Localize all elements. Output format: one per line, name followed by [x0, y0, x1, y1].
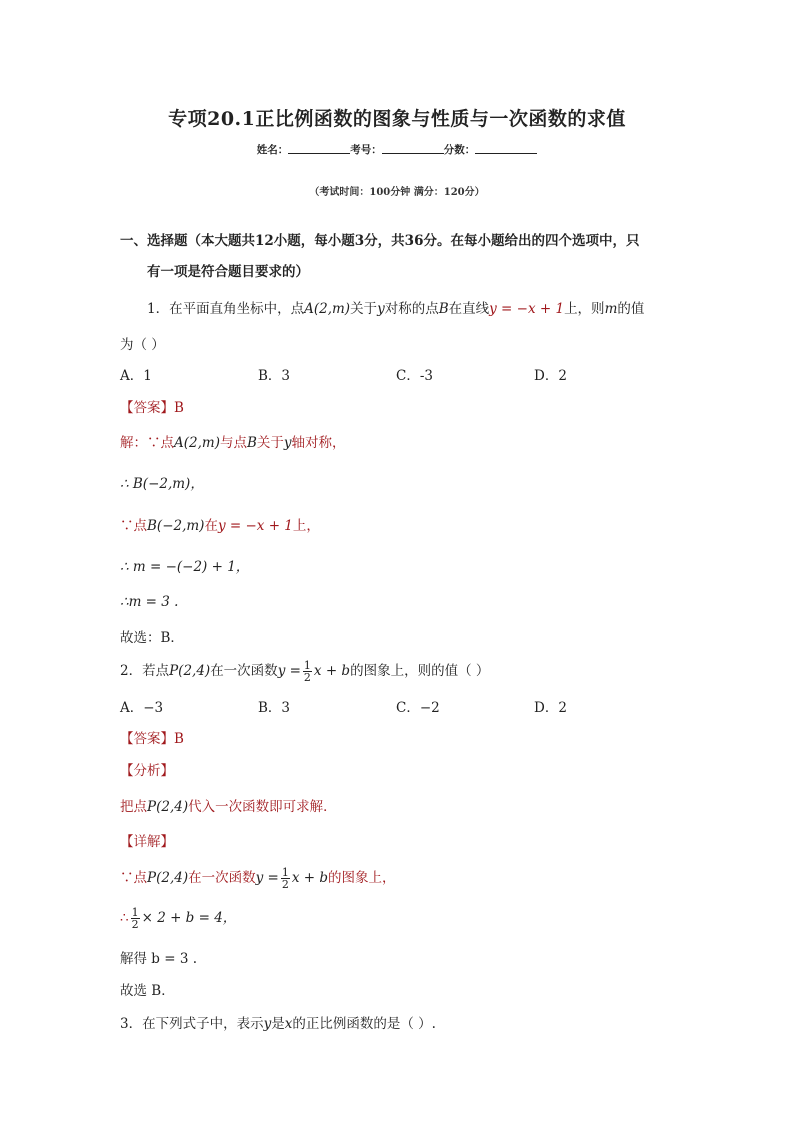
score-label: 分数：	[443, 144, 476, 156]
q1-point-b: B	[438, 301, 449, 317]
q1-answer: 【答案】B	[120, 400, 184, 416]
q2-det-text: ∴	[120, 910, 129, 926]
q2-det-eq-rest: x + b	[291, 870, 328, 886]
q1-sol-text: ∵点	[120, 518, 147, 534]
q2-det-frac-den: 2	[281, 878, 289, 891]
q1-sol-eq: y = −x + 1	[217, 518, 293, 534]
q1-line-eq: y = −x + 1	[489, 301, 565, 317]
q2-text: 的图象上，则的值（ ）	[350, 663, 490, 679]
q1-sol-text: 与点	[219, 435, 247, 451]
q1-sol-point-a: A(2,m)	[174, 435, 220, 451]
q1-sol-var-y: y	[283, 435, 292, 451]
name-label: 姓名：	[256, 144, 289, 156]
q2-frac-num: 1	[303, 659, 311, 672]
q2-text: 在一次函数	[210, 663, 278, 679]
q2-fraction	[303, 660, 312, 683]
q1-option-a: A．1	[120, 368, 152, 384]
q2-det2-rest: × 2 + b = 4，	[141, 910, 237, 926]
q1-var-y: y	[377, 301, 385, 317]
student-info-line	[0, 142, 794, 157]
q2-option-d: D．2	[534, 700, 567, 716]
q2-analysis-label: 【分析】	[120, 763, 174, 779]
q1-stem-cont: 为（ ）	[120, 337, 165, 353]
q2-det-frac-num: 1	[281, 866, 289, 879]
q3-stem	[120, 1012, 436, 1032]
q3-text: 的正比例函数的是（ ）.	[292, 1016, 436, 1032]
page-title: 专项20.1正比例函数的图象与性质与一次函数的求值	[168, 108, 626, 130]
q2-analysis	[120, 795, 337, 815]
section-heading: 一、选择题（本大题共12小题，每小题3分，共36分。在每小题给出的四个选项中，只	[120, 233, 640, 249]
q1-text: 在直线	[448, 301, 490, 317]
q1-text: 上，则	[564, 301, 605, 317]
q2-point-p: P(2,4)	[169, 663, 211, 679]
exam-no-label: 考号：	[350, 144, 382, 156]
exam-info: （考试时间：100分钟 满分：120分）	[309, 187, 485, 198]
q2-text: 2．若点	[120, 663, 170, 679]
q1-sol-text: 轴对称，	[291, 435, 346, 451]
name-blank	[288, 143, 350, 154]
q1-solution-6: 故选：B．	[120, 630, 184, 646]
q2-det2-frac-den: 2	[131, 918, 139, 931]
q2-analysis-text: 代入一次函数即可求解．	[188, 799, 337, 815]
q1-solution-1	[120, 431, 346, 451]
q1-option-b: B．3	[258, 368, 291, 384]
q2-frac-den: 2	[303, 671, 311, 684]
q1-stem	[147, 297, 644, 317]
q1-text: 对称的点	[384, 301, 439, 317]
q2-det-eq-y: y =	[255, 870, 279, 886]
q1-sol-text: 关于	[256, 435, 284, 451]
q1-sol-point: B(−2,m)	[147, 518, 205, 534]
q2-stem	[120, 659, 489, 683]
q2-eq-rest: x + b	[313, 663, 351, 679]
q2-eq-y: y =	[277, 663, 301, 679]
q2-analysis-text: 把点	[120, 799, 147, 815]
q2-det2-frac-num: 1	[131, 906, 139, 919]
section-heading-cont: 有一项是符合题目要求的）	[147, 264, 309, 280]
q2-detail-label: 【详解】	[120, 834, 174, 850]
q1-sol-text: 在	[204, 518, 218, 534]
q3-text: 3．在下列式子中，表示	[120, 1016, 264, 1032]
q1-solution-4: ∴ m = −(−2) + 1，	[120, 559, 250, 575]
q3-var-y: y	[263, 1016, 272, 1032]
q2-option-c: C．−2	[396, 700, 440, 716]
q1-option-c: C．-3	[396, 368, 433, 384]
q1-solution-5: ∴m = 3 .	[120, 594, 179, 610]
q2-answer: 【答案】B	[120, 731, 184, 747]
q1-solution-2: ∴ B(−2,m)，	[120, 476, 204, 492]
q2-det-point: P(2,4)	[147, 870, 189, 886]
q1-text: 关于	[350, 301, 378, 317]
q2-detail-4: 故选 B．	[120, 983, 175, 999]
exam-no-blank	[382, 143, 444, 154]
q1-solution-3	[120, 514, 320, 534]
q1-option-d: D．2	[534, 368, 567, 384]
q3-var-x: x	[284, 1016, 293, 1032]
q1-var-m: m	[604, 301, 618, 317]
q1-text: 1．在平面直角坐标中，点	[147, 301, 305, 317]
q2-detail-1	[120, 866, 395, 890]
q2-det-text: ∵点	[120, 870, 147, 886]
q2-option-b: B．3	[258, 700, 291, 716]
q2-detail-2	[120, 906, 236, 930]
q2-det-fraction	[281, 867, 290, 890]
q1-text: 的值	[617, 301, 645, 317]
q1-sol-text: 解：∵点	[120, 435, 174, 451]
q2-analysis-point: P(2,4)	[147, 799, 189, 815]
q1-sol-point-b: B	[246, 435, 257, 451]
score-blank	[475, 143, 537, 154]
q2-det-text: 在一次函数	[188, 870, 256, 886]
q2-option-a: A．−3	[120, 700, 164, 716]
q3-text: 是	[271, 1016, 285, 1032]
q2-det2-fraction	[131, 907, 140, 930]
q1-point-a: A(2,m)	[304, 301, 351, 317]
q1-sol-text: 上，	[292, 518, 320, 534]
q2-det-text: 的图象上，	[327, 870, 396, 886]
q2-detail-3: 解得 b = 3 .	[120, 951, 197, 967]
